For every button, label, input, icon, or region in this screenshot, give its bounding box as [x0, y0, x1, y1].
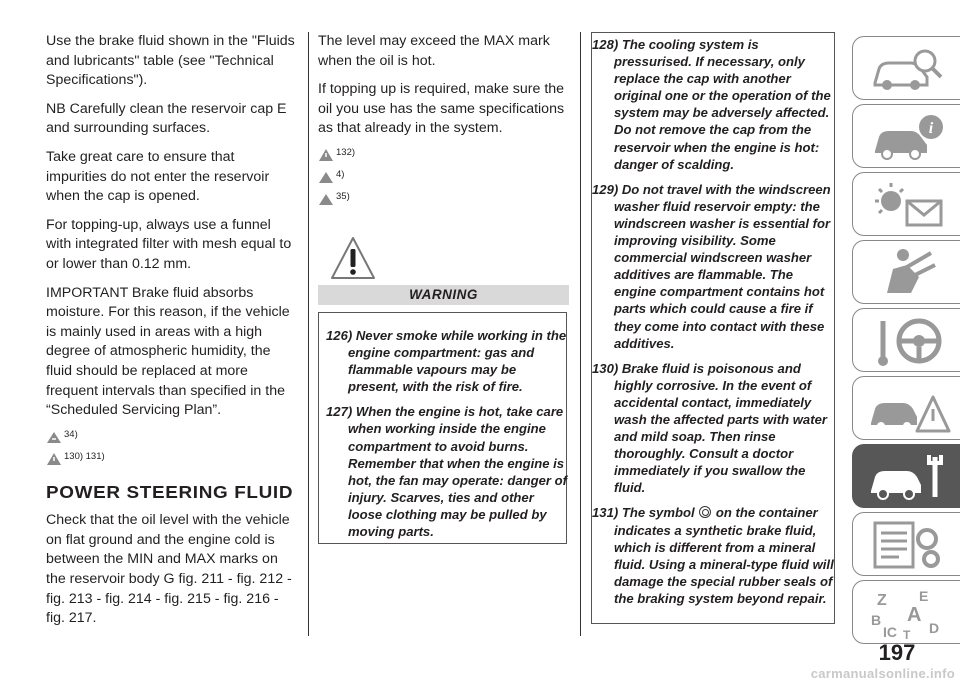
- column-divider: [308, 32, 309, 636]
- middle-column: [318, 32, 570, 208]
- paragraph: Use the brake fluid shown in the "Fluids and lubricants" table (see "Technical Specifications").: [46, 33, 295, 89]
- paragraph: Take great care to ensure that impurities do not enter the reservoir when the cap is opened.: [46, 148, 270, 205]
- warning-label: WARNING: [318, 285, 569, 305]
- warning-list: [326, 327, 568, 548]
- note-arrow-icon: [318, 191, 334, 207]
- watermark: carmanualsonline.info: [810, 666, 955, 681]
- car-search-icon: [867, 43, 951, 95]
- synthetic-fluid-symbol-icon: [699, 506, 711, 518]
- tab-car-search[interactable]: [852, 36, 960, 100]
- tab-steering-wheel[interactable]: [852, 308, 960, 372]
- svg-text:D: D: [929, 620, 940, 636]
- alphabetical-index-icon: [867, 587, 951, 639]
- paragraph: Check that the oil level with the vehicle on flat ground and the engine cold is between the MIN and MAX marks on the reservoir body G fig. 211 - fig. 212 - fig. 213 - fig. 214 - fig. 215 - fig. 216 - fig. 217.: [46, 512, 292, 627]
- tab-warning-lights[interactable]: [852, 172, 960, 236]
- warning-item: 126) Never smoke while working in the engine compartment: gas and flammable vapours may be present, with the risk of fire.: [326, 328, 567, 395]
- note-reference[interactable]: 35): [318, 187, 570, 207]
- warning-note-icon: [46, 451, 62, 467]
- warning-lights-icon: [867, 179, 951, 231]
- section-heading: POWER STEERING FLUID: [46, 481, 294, 502]
- warning-item: 129) Do not travel with the windscreen washer fluid reservoir empty: the windscreen washer is essential for improving visibility. Some commercial windscreen washer additives are flammable. The engine compartment contains hot parts which could cause a fire if they come into contact with these additives.: [592, 181, 831, 351]
- svg-text:i: i: [928, 120, 934, 137]
- svg-text:Z: Z: [877, 592, 887, 609]
- paragraph: The level may exceed the MAX mark when the oil is hot.: [318, 33, 550, 69]
- warning-item: 131) The symbol on the container indicates a synthetic brake fluid, which is different from a mineral fluid. Using a mineral-type fluid will damage the special rubber seals of the braking system beyond repair.: [592, 505, 834, 606]
- note-reference[interactable]: 34): [46, 425, 298, 445]
- note-reference[interactable]: 130) 131): [46, 447, 298, 467]
- technical-data-icon: [867, 519, 951, 571]
- tab-car-breakdown[interactable]: [852, 376, 960, 440]
- tab-maintenance[interactable]: [852, 444, 960, 508]
- tab-technical-data[interactable]: [852, 512, 960, 576]
- svg-text:E: E: [919, 588, 929, 604]
- svg-text:T: T: [903, 628, 911, 639]
- column-divider: [580, 32, 581, 636]
- note-reference[interactable]: 4): [318, 165, 570, 185]
- page-number: 197: [878, 640, 916, 665]
- paragraph: For topping-up, always use a funnel with integrated filter with mesh equal to or lower than 0.12 mm.: [46, 216, 292, 272]
- paragraph: IMPORTANT Brake fluid absorbs moisture. For this reason, if the vehicle is mainly used in areas with a high degree of atmospheric humidity, the fluid should be replaced at more frequent intervals than specified in the “Scheduled Servicing Plan”.: [46, 284, 290, 419]
- svg-text:IC: IC: [883, 624, 897, 639]
- steering-wheel-key-icon: [867, 315, 951, 367]
- seat-airbag-icon: [867, 247, 951, 299]
- warning-item: 128) The cooling system is pressurised. If necessary, only replace the cap with another original one or the operation of the system may be adversely affected. Do not remove the cap from the reservoir when the engine is hot: danger of scalding.: [592, 37, 831, 172]
- warning-item: 130) Brake fluid is poisonous and highly corrosive. In the event of accidental contact, immediately wash the affected parts with water and mild soap. Then rinse thoroughly. Consult a doctor immediately if you swallow the fluid.: [592, 360, 827, 496]
- tab-alphabetical-index[interactable]: [852, 580, 960, 644]
- warning-triangle-icon: [330, 236, 376, 282]
- car-info-icon: [867, 111, 951, 163]
- left-column: [46, 32, 298, 638]
- note-arrow-icon: [318, 169, 334, 185]
- svg-text:B: B: [871, 612, 882, 628]
- tab-seat-airbag[interactable]: [852, 240, 960, 304]
- svg-text:A: A: [907, 604, 922, 626]
- paragraph: If topping up is required, make sure the oil you use has the same specifications as that already in the system.: [318, 81, 565, 137]
- tab-car-info[interactable]: [852, 104, 960, 168]
- warning-list: [592, 36, 836, 615]
- note-reference[interactable]: 132): [318, 143, 570, 163]
- car-breakdown-icon: [867, 383, 951, 435]
- warning-note-icon: [318, 147, 334, 163]
- paragraph: NB Carefully clean the reservoir cap E and surrounding surfaces.: [46, 100, 287, 137]
- warning-item: 127) When the engine is hot, take care when working inside the engine compartment to avoid burns. Remember that when the engine is hot, the fan may operate: danger of injury. Scarves, ties and other loose clothing may be pulled by moving parts.: [326, 404, 567, 540]
- note-arrow-icon: [46, 429, 62, 445]
- car-wrench-icon: [867, 451, 951, 503]
